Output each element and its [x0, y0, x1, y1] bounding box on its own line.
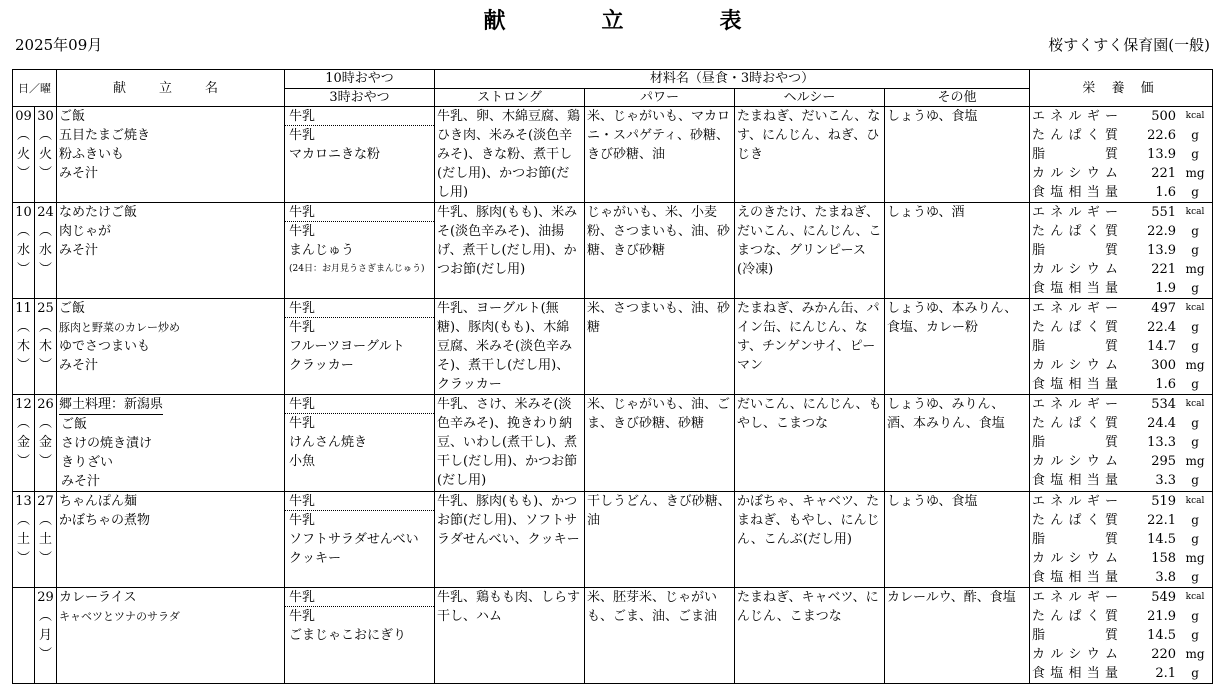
nutrition-unit: kcal — [1185, 111, 1205, 121]
date-number: 11 — [15, 301, 32, 316]
paren-close: ︶ — [38, 647, 52, 662]
nutrition-label: 食塩相当量 — [1032, 185, 1119, 200]
nutrition-value: 13.9 — [1147, 147, 1177, 162]
nutrition-unit: g — [1191, 628, 1199, 642]
nutrition-label: エネルギー — [1032, 590, 1119, 605]
nutrition-row — [1032, 279, 1210, 298]
school-name: 桜すくすく保育園(一般) — [1048, 36, 1210, 54]
nutrition-row — [1032, 645, 1210, 664]
nutrition-unit: g — [1191, 281, 1199, 295]
nutrition-row — [1032, 356, 1210, 375]
paren-open: ︵ — [38, 513, 52, 528]
menu-item: 豚肉と野菜のカレー炒め — [59, 321, 180, 334]
healthy-ingredients: たまねぎ、だいこん、なす、にんじん、ねぎ、ひじき — [735, 107, 885, 203]
nutrition-row — [1032, 222, 1210, 241]
date-number: 30 — [37, 109, 54, 124]
nutrition-value: 14.5 — [1147, 532, 1177, 547]
weekday: 木 — [16, 339, 30, 354]
nutrition-unit: g — [1191, 609, 1199, 623]
date-cell — [13, 107, 35, 203]
menu-item: きりざい — [61, 455, 114, 470]
nutrition-cell — [1030, 588, 1213, 684]
weekday: 金 — [16, 435, 30, 450]
nutrition-row — [1032, 318, 1210, 337]
nutrition-row — [1032, 607, 1210, 626]
power-ingredients: じゃがいも、米、小麦粉、さつまいも、油、砂糖、きび砂糖 — [585, 203, 735, 299]
nutrition-row — [1032, 145, 1210, 164]
strong-header: ストロング — [435, 88, 585, 107]
other-ingredients: カレールウ、酢、食塩 — [885, 588, 1030, 684]
menu-name-header: 献 立 名 — [57, 70, 285, 107]
nutrition-label: たんぱく質 — [1032, 128, 1119, 143]
nutrition-label: 脂 質 — [1032, 147, 1119, 162]
nutrition-cell — [1030, 299, 1213, 395]
paren-close: ︶ — [38, 358, 52, 373]
nutrition-value: 22.4 — [1147, 320, 1177, 335]
nutrition-value: 500 — [1151, 109, 1177, 124]
nutrition-row — [1032, 260, 1210, 279]
nutrition-unit: g — [1191, 128, 1199, 142]
nutrition-label: 食塩相当量 — [1032, 377, 1119, 392]
menu-item: みそ汁 — [59, 243, 99, 258]
menu-cell — [57, 203, 285, 299]
weekday: 土 — [16, 532, 30, 547]
nutrition-value: 2.1 — [1155, 666, 1177, 681]
power-ingredients: 米、胚芽米、じゃがいも、ごま、油、ごま油 — [585, 588, 735, 684]
strong-ingredients: 牛乳、さけ、米みそ(淡色辛みそ)、挽きわり納豆、いわし(煮干し)、煮干し(だし用)、かつお節(だし用) — [435, 395, 585, 492]
nutrition-row — [1032, 164, 1210, 183]
nutrition-header: 栄 養 価 — [1030, 70, 1213, 107]
nutrition-table — [1032, 395, 1210, 490]
snack-pm — [285, 318, 434, 375]
nutrition-value: 14.5 — [1147, 628, 1177, 643]
nutrition-row — [1032, 375, 1210, 394]
nutrition-label: 食塩相当量 — [1032, 473, 1119, 488]
nutrition-row — [1032, 395, 1210, 414]
snack-pm — [285, 607, 434, 645]
healthy-header: ヘルシー — [735, 88, 885, 107]
nutrition-value: 497 — [1151, 301, 1177, 316]
date-cell — [13, 299, 35, 395]
nutrition-cell — [1030, 395, 1213, 492]
power-ingredients: 米、さつまいも、油、砂糖 — [585, 299, 735, 395]
date-cell — [35, 203, 57, 299]
nutrition-unit: g — [1191, 339, 1199, 353]
snack-pm-header: 3時おやつ — [285, 88, 435, 107]
nutrition-unit: g — [1191, 513, 1199, 527]
nutrition-table — [1032, 203, 1210, 298]
paren-open: ︵ — [16, 128, 30, 143]
nutrition-unit: kcal — [1185, 399, 1205, 409]
snack-am: 牛乳 — [285, 395, 434, 414]
weekday: 木 — [38, 339, 52, 354]
nutrition-label: たんぱく質 — [1032, 609, 1119, 624]
nutrition-unit: kcal — [1185, 592, 1205, 602]
healthy-ingredients: だいこん、にんじん、もやし、こまつな — [735, 395, 885, 492]
date-cell — [13, 588, 35, 684]
paren-open: ︵ — [16, 320, 30, 335]
date-number: 12 — [15, 397, 32, 412]
nutrition-value: 3.8 — [1155, 570, 1177, 585]
weekday: 火 — [16, 147, 30, 162]
nutrition-label: たんぱく質 — [1032, 224, 1119, 239]
nutrition-label: たんぱく質 — [1032, 320, 1119, 335]
table-row — [13, 395, 1213, 492]
table-row — [13, 299, 1213, 395]
menu-item: キャベツとツナのサラダ — [59, 610, 180, 623]
nutrition-label: 食塩相当量 — [1032, 570, 1119, 585]
nutrition-label: カルシウム — [1032, 166, 1119, 181]
snack-pm-item: まんじゅう — [289, 243, 355, 258]
weekday: 水 — [38, 243, 52, 258]
paren-open: ︵ — [16, 513, 30, 528]
nutrition-value: 519 — [1151, 494, 1177, 509]
other-ingredients: しょうゆ、みりん、酒、本みりん、食塩 — [885, 395, 1030, 492]
strong-ingredients: 牛乳、卵、木綿豆腐、鶏ひき肉、米みそ(淡色辛みそ)、きな粉、煮干し(だし用)、かつお節(だし用) — [435, 107, 585, 203]
date-number: 09 — [15, 109, 32, 124]
nutrition-row — [1032, 626, 1210, 645]
menu-cell — [57, 395, 285, 492]
snack-pm — [285, 222, 434, 279]
nutrition-unit: mg — [1185, 262, 1205, 276]
snack-pm-item: ごまじゃこおにぎり — [289, 628, 407, 643]
menu-item: カレーライス — [59, 590, 137, 605]
snack-pm-item: マカロニきな粉 — [289, 147, 381, 162]
page-title: 献立表 — [483, 8, 838, 34]
menu-item: ご飯 — [59, 109, 86, 124]
menu-item: みそ汁 — [59, 358, 99, 373]
nutrition-row — [1032, 203, 1210, 222]
healthy-ingredients: たまねぎ、キャベツ、にんじん、こまつな — [735, 588, 885, 684]
snack-pm-item: けんさん焼き — [289, 435, 368, 450]
nutrition-row — [1032, 568, 1210, 587]
snack-am: 牛乳 — [285, 203, 434, 222]
nutrition-label: カルシウム — [1032, 358, 1119, 373]
menu-cell — [57, 299, 285, 395]
power-ingredients: 干しうどん、きび砂糖、油 — [585, 492, 735, 588]
paren-close: ︶ — [38, 551, 52, 566]
table-row — [13, 107, 1213, 203]
nutrition-row — [1032, 241, 1210, 260]
nutrition-label: カルシウム — [1032, 551, 1119, 566]
paren-open: ︵ — [16, 416, 30, 431]
paren-close: ︶ — [16, 454, 30, 469]
nutrition-label: エネルギー — [1032, 301, 1119, 316]
menu-item: みそ汁 — [61, 474, 101, 489]
snack-note: (24日：お月見うさぎまんじゅう) — [289, 264, 425, 274]
year-month: 2025年09月 — [15, 36, 103, 54]
paren-close: ︶ — [38, 454, 52, 469]
nutrition-unit: kcal — [1185, 303, 1205, 313]
nutrition-value: 13.3 — [1147, 435, 1177, 450]
strong-ingredients: 牛乳、豚肉(もも)、かつお節(だし用)、ソフトサラダせんべい、クッキー — [435, 492, 585, 588]
nutrition-unit: g — [1191, 377, 1199, 391]
nutrition-label: 脂 質 — [1032, 628, 1119, 643]
paren-open: ︵ — [38, 128, 52, 143]
nutrition-value: 221 — [1151, 262, 1177, 277]
nutrition-value: 220 — [1151, 647, 1177, 662]
nutrition-row — [1032, 492, 1210, 511]
snack-pm-item: 牛乳 — [289, 128, 316, 143]
nutrition-unit: g — [1191, 320, 1199, 334]
paren-open: ︵ — [38, 224, 52, 239]
nutrition-value: 551 — [1151, 205, 1177, 220]
nutrition-unit: g — [1191, 147, 1199, 161]
power-ingredients: 米、じゃがいも、油、ごま、きび砂糖、砂糖 — [585, 395, 735, 492]
snack-pm-item: 牛乳 — [289, 320, 316, 335]
nutrition-label: エネルギー — [1032, 109, 1119, 124]
snack-am-header: 10時おやつ — [285, 70, 435, 89]
nutrition-unit: g — [1191, 435, 1199, 449]
snack-pm-item: ソフトサラダせんべい — [289, 532, 419, 547]
nutrition-unit: g — [1191, 532, 1199, 546]
table-row — [13, 588, 1213, 684]
snack-am: 牛乳 — [285, 492, 434, 511]
nutrition-value: 13.9 — [1147, 243, 1177, 258]
menu-item: みそ汁 — [59, 166, 99, 181]
snack-pm-item: クッキー — [289, 551, 342, 566]
date-number: 29 — [37, 590, 54, 605]
nutrition-value: 1.6 — [1155, 185, 1177, 200]
weekday: 月 — [38, 628, 52, 643]
paren-close: ︶ — [38, 262, 52, 277]
other-ingredients: しょうゆ、食塩 — [885, 492, 1030, 588]
snack-pm-item: 牛乳 — [289, 513, 316, 528]
paren-open: ︵ — [38, 320, 52, 335]
other-ingredients: しょうゆ、食塩 — [885, 107, 1030, 203]
other-header: その他 — [885, 88, 1030, 107]
paren-close: ︶ — [16, 166, 30, 181]
nutrition-unit: mg — [1185, 358, 1205, 372]
nutrition-unit: mg — [1185, 551, 1205, 565]
menu-item: ご飯 — [59, 301, 86, 316]
menu-item: 肉じゃが — [59, 224, 112, 239]
nutrition-unit: g — [1191, 473, 1199, 487]
strong-ingredients: 牛乳、鶏もも肉、しらす干し、ハム — [435, 588, 585, 684]
nutrition-label: カルシウム — [1032, 262, 1119, 277]
paren-open: ︵ — [38, 416, 52, 431]
date-cell — [13, 492, 35, 588]
date-number: 27 — [37, 494, 54, 509]
snack-pm-item: フルーツヨーグルト — [289, 339, 405, 354]
nutrition-unit: g — [1191, 570, 1199, 584]
nutrition-label: 脂 質 — [1032, 532, 1119, 547]
menu-item: かぼちゃの煮物 — [59, 513, 151, 528]
date-number: 13 — [15, 494, 32, 509]
date-cell — [13, 203, 35, 299]
nutrition-label: 食塩相当量 — [1032, 281, 1119, 296]
date-cell — [35, 588, 57, 684]
nutrition-cell — [1030, 203, 1213, 299]
weekday: 火 — [38, 147, 52, 162]
snack-pm-item: 小魚 — [289, 454, 316, 469]
nutrition-row — [1032, 471, 1210, 490]
menu-item: なめたけご飯 — [59, 205, 138, 220]
date-number: 25 — [37, 301, 54, 316]
date-cell — [35, 299, 57, 395]
paren-close: ︶ — [38, 166, 52, 181]
snack-am: 牛乳 — [285, 588, 434, 607]
weekday: 水 — [16, 243, 30, 258]
nutrition-row — [1032, 433, 1210, 452]
nutrition-row — [1032, 337, 1210, 356]
snack-cell — [285, 299, 435, 395]
nutrition-value: 1.6 — [1155, 377, 1177, 392]
nutrition-row — [1032, 549, 1210, 568]
snack-am: 牛乳 — [285, 107, 434, 126]
nutrition-unit: mg — [1185, 454, 1205, 468]
menu-item: ゆでさつまいも — [59, 339, 151, 354]
nutrition-value: 24.4 — [1147, 416, 1177, 431]
paren-open: ︵ — [38, 609, 52, 624]
menu-item: 粉ふきいも — [59, 147, 125, 162]
nutrition-label: エネルギー — [1032, 205, 1119, 220]
menu-cell — [57, 588, 285, 684]
nutrition-row — [1032, 107, 1210, 126]
nutrition-unit: kcal — [1185, 207, 1205, 217]
nutrition-value: 3.3 — [1155, 473, 1177, 488]
snack-pm-item: 牛乳 — [289, 416, 316, 431]
nutrition-table — [1032, 107, 1210, 202]
nutrition-label: たんぱく質 — [1032, 513, 1119, 528]
nutrition-value: 300 — [1151, 358, 1177, 373]
snack-am: 牛乳 — [285, 299, 434, 318]
nutrition-value: 21.9 — [1147, 609, 1177, 624]
nutrition-value: 22.6 — [1147, 128, 1177, 143]
nutrition-label: 食塩相当量 — [1032, 666, 1119, 681]
nutrition-label: 脂 質 — [1032, 243, 1119, 258]
nutrition-table — [1032, 299, 1210, 394]
nutrition-row — [1032, 664, 1210, 683]
nutrition-label: エネルギー — [1032, 494, 1119, 509]
nutrition-label: エネルギー — [1032, 397, 1119, 412]
ingredients-header: 材料名（昼食・3時おやつ） — [435, 70, 1030, 89]
nutrition-unit: g — [1191, 243, 1199, 257]
menu-item: ご飯 — [61, 417, 88, 432]
nutrition-unit: g — [1191, 416, 1199, 430]
nutrition-label: カルシウム — [1032, 647, 1119, 662]
paren-close: ︶ — [16, 262, 30, 277]
nutrition-value: 22.9 — [1147, 224, 1177, 239]
menu-cell — [57, 107, 285, 203]
menu-item: 五目たまご焼き — [59, 128, 151, 143]
nutrition-unit: mg — [1185, 166, 1205, 180]
strong-ingredients: 牛乳、豚肉(もも)、米みそ(淡色辛みそ)、油揚げ、煮干し(だし用)、かつお節(だし用) — [435, 203, 585, 299]
nutrition-label: 脂 質 — [1032, 339, 1119, 354]
nutrition-cell — [1030, 107, 1213, 203]
healthy-ingredients: えのきたけ、たまねぎ、だいこん、にんじん、こまつな、グリンピース(冷凍) — [735, 203, 885, 299]
nutrition-value: 295 — [1151, 454, 1177, 469]
snack-cell — [285, 588, 435, 684]
healthy-ingredients: たまねぎ、みかん缶、パイン缶、にんじん、なす、チンゲンサイ、ピーマン — [735, 299, 885, 395]
snack-pm — [285, 511, 434, 568]
nutrition-label: カルシウム — [1032, 454, 1119, 469]
nutrition-label: たんぱく質 — [1032, 416, 1119, 431]
snack-pm — [285, 414, 434, 471]
day-weekday-header: 日／曜 — [13, 70, 57, 107]
healthy-ingredients: かぼちゃ、キャベツ、たまねぎ、もやし、にんじん、こんぶ(だし用) — [735, 492, 885, 588]
nutrition-unit: g — [1191, 224, 1199, 238]
nutrition-value: 1.9 — [1155, 281, 1177, 296]
nutrition-table — [1032, 492, 1210, 587]
nutrition-row — [1032, 530, 1210, 549]
snack-pm — [285, 126, 434, 164]
paren-close: ︶ — [16, 358, 30, 373]
table-row — [13, 203, 1213, 299]
nutrition-value: 14.7 — [1147, 339, 1177, 354]
nutrition-unit: mg — [1185, 647, 1205, 661]
snack-pm-item: 牛乳 — [289, 224, 316, 239]
nutrition-unit: kcal — [1185, 496, 1205, 506]
local-cuisine-label: 郷土料理：新潟県 — [59, 395, 163, 415]
menu-item: さけの焼き漬け — [61, 436, 153, 451]
date-cell — [35, 395, 57, 492]
nutrition-label: 脂 質 — [1032, 435, 1119, 450]
date-cell — [13, 395, 35, 492]
nutrition-value: 221 — [1151, 166, 1177, 181]
nutrition-row — [1032, 126, 1210, 145]
nutrition-value: 534 — [1151, 397, 1177, 412]
snack-cell — [285, 203, 435, 299]
date-number: 10 — [15, 205, 32, 220]
other-ingredients: しょうゆ、本みりん、食塩、カレー粉 — [885, 299, 1030, 395]
snack-cell — [285, 492, 435, 588]
nutrition-unit: g — [1191, 185, 1199, 199]
nutrition-value: 22.1 — [1147, 513, 1177, 528]
nutrition-row — [1032, 511, 1210, 530]
date-cell — [35, 492, 57, 588]
nutrition-value: 549 — [1151, 590, 1177, 605]
snack-pm-item: 牛乳 — [289, 609, 316, 624]
nutrition-cell — [1030, 492, 1213, 588]
snack-pm-item: クラッカー — [289, 358, 354, 373]
paren-open: ︵ — [16, 224, 30, 239]
date-number: 26 — [37, 397, 54, 412]
snack-cell — [285, 395, 435, 492]
menu-table — [12, 69, 1213, 684]
nutrition-row — [1032, 588, 1210, 607]
weekday: 土 — [38, 532, 52, 547]
nutrition-unit: g — [1191, 666, 1199, 680]
menu-item: ちゃんぽん麺 — [59, 494, 138, 509]
nutrition-row — [1032, 452, 1210, 471]
nutrition-row — [1032, 414, 1210, 433]
weekday: 金 — [38, 435, 52, 450]
other-ingredients: しょうゆ、酒 — [885, 203, 1030, 299]
menu-cell — [57, 492, 285, 588]
power-ingredients: 米、じゃがいも、マカロニ・スパゲティ、砂糖、きび砂糖、油 — [585, 107, 735, 203]
paren-close: ︶ — [16, 551, 30, 566]
power-header: パワー — [585, 88, 735, 107]
strong-ingredients: 牛乳、ヨーグルト(無糖)、豚肉(もも)、木綿豆腐、米みそ(淡色辛みそ)、煮干し(だし用)、クラッカー — [435, 299, 585, 395]
date-cell — [35, 107, 57, 203]
nutrition-value: 158 — [1151, 551, 1177, 566]
nutrition-row — [1032, 183, 1210, 202]
date-number: 24 — [37, 205, 54, 220]
snack-cell — [285, 107, 435, 203]
nutrition-table — [1032, 588, 1210, 683]
nutrition-row — [1032, 299, 1210, 318]
table-row — [13, 492, 1213, 588]
